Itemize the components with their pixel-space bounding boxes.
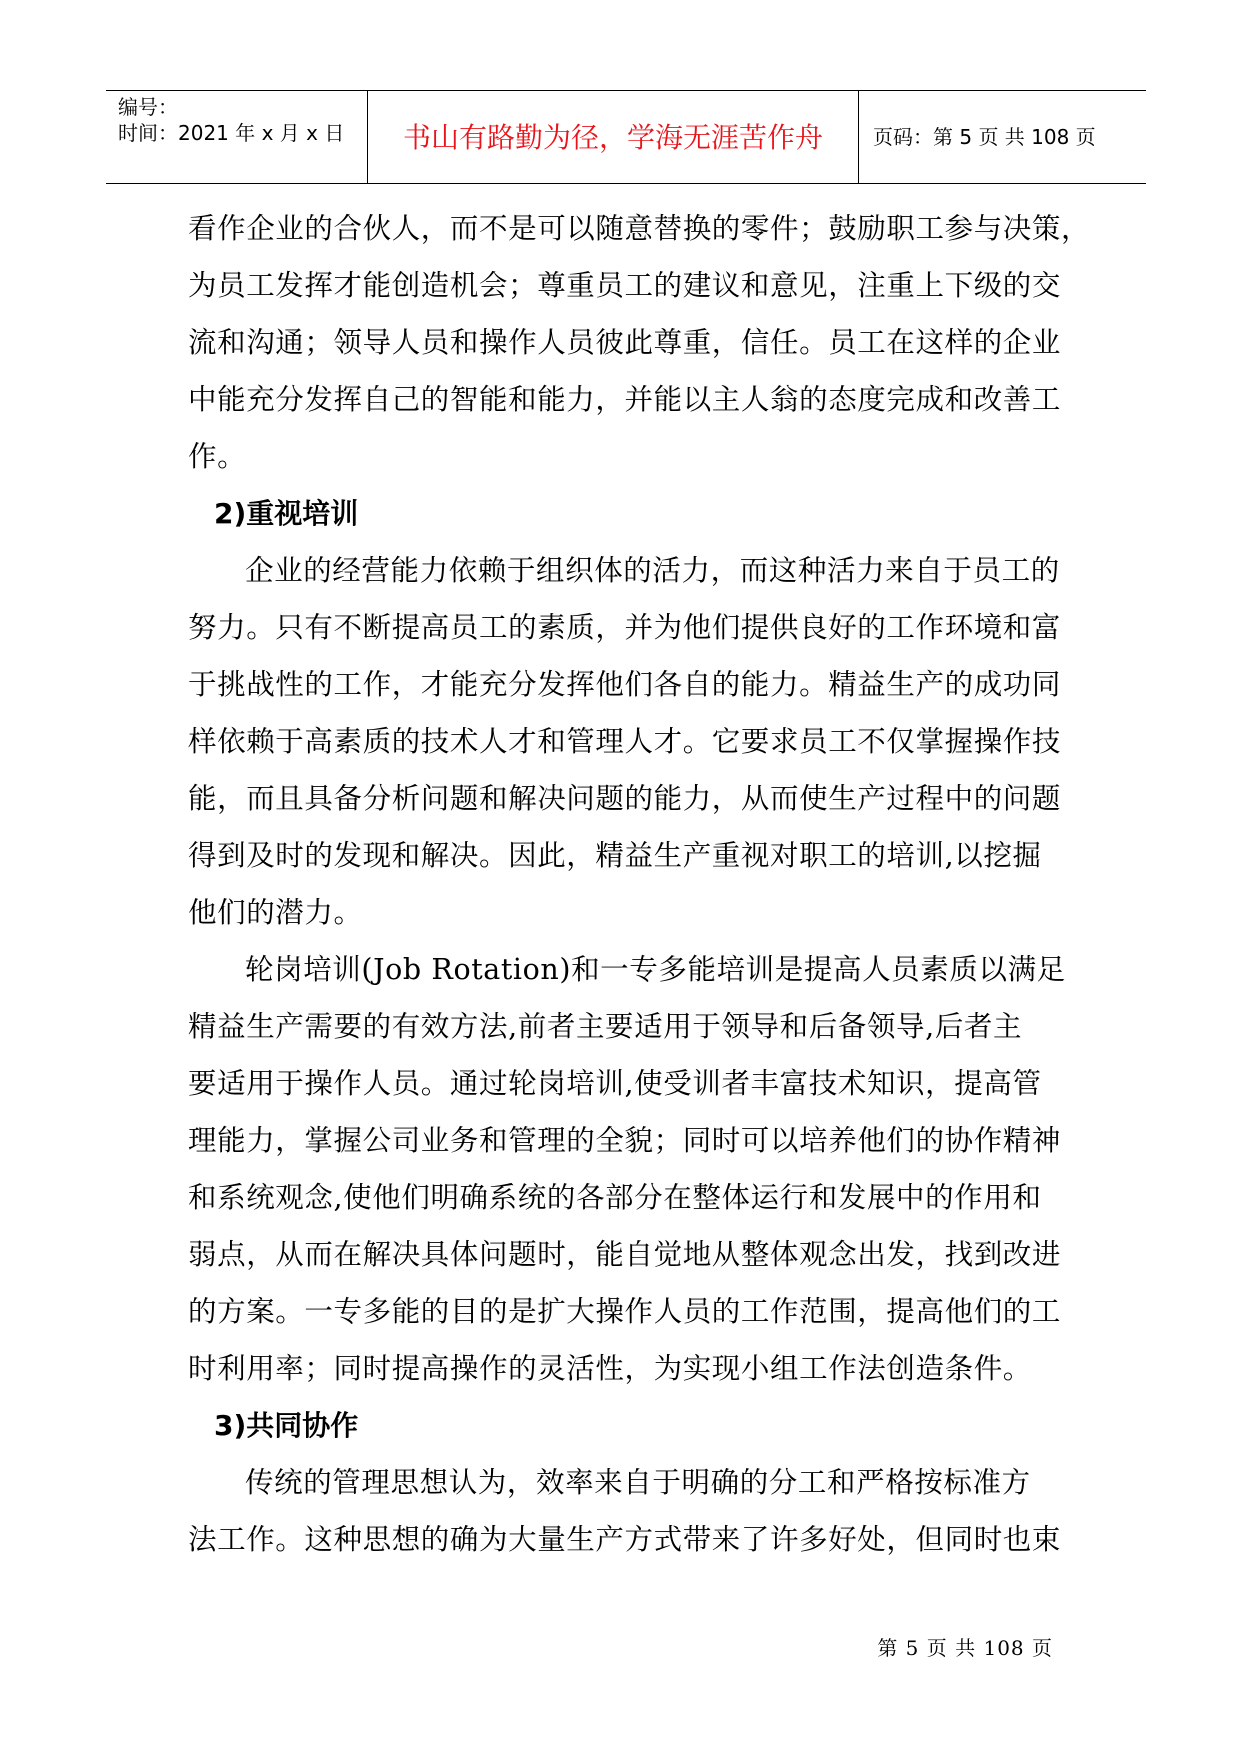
text-line: 精益生产需要的有效方法,前者主要适用于领导和后备领导,后者主: [188, 1010, 1023, 1043]
page-info: 页码：第 5 页 共 108 页: [873, 125, 1096, 149]
text-line: 要适用于操作人员。通过轮岗培训,使受训者丰富技术知识，提高管: [188, 1067, 1042, 1100]
section-heading-training: 2)重视培训: [214, 497, 359, 530]
document-header: [106, 90, 1146, 184]
text-line: 努力。只有不断提高员工的素质，并为他们提供良好的工作环境和富: [188, 611, 1062, 644]
text-line: 轮岗培训(Job Rotation)和一专多能培训是提高人员素质以满足: [245, 953, 1066, 986]
text-line: 弱点，从而在解决具体问题时，能自觉地从整体观念出发，找到改进: [188, 1238, 1062, 1271]
paragraph-training: [188, 542, 1062, 941]
text-line: 理能力，掌握公司业务和管理的全貌；同时可以培养他们的协作精神: [188, 1124, 1062, 1157]
header-page-cell: [859, 91, 1146, 183]
text-line: 作。: [188, 440, 247, 473]
text-line: 企业的经营能力依赖于组织体的活力，而这种活力来自于员工的: [245, 554, 1060, 587]
paragraph-rotation: [188, 941, 1066, 1397]
text-line: 他们的潜力。: [188, 896, 363, 929]
time-label: 时间：2021 年 x 月 x 日: [118, 121, 345, 145]
paragraph-cooperation: [188, 1454, 1062, 1568]
paragraph-continuation: [188, 200, 1091, 485]
text-line: 得到及时的发现和解决。因此，精益生产重视对职工的培训,以挖掘: [188, 839, 1042, 872]
text-line: 样依赖于高素质的技术人才和管理人才。它要求员工不仅掌握操作技: [188, 725, 1062, 758]
header-meta-cell: [106, 91, 368, 183]
text-line: 时利用率；同时提高操作的灵活性，为实现小组工作法创造条件。: [188, 1352, 1032, 1385]
section-heading-cooperation: 3)共同协作: [214, 1409, 359, 1442]
text-line: 看作企业的合伙人，而不是可以随意替换的零件；鼓励职工参与决策，: [188, 212, 1091, 245]
header-motto-cell: [368, 91, 859, 183]
page-footer: 第 5 页 共 108 页: [877, 1636, 1053, 1660]
text-line: 流和沟通；领导人员和操作人员彼此尊重，信任。员工在这样的企业: [188, 326, 1062, 359]
text-line: 的方案。一专多能的目的是扩大操作人员的工作范围，提高他们的工: [188, 1295, 1062, 1328]
text-line: 中能充分发挥自己的智能和能力，并能以主人翁的态度完成和改善工: [188, 383, 1062, 416]
document-body: [188, 200, 1091, 1568]
text-line: 法工作。这种思想的确为大量生产方式带来了许多好处，但同时也束: [188, 1523, 1062, 1556]
motto-text: 书山有路勤为径，学海无涯苦作舟: [402, 121, 823, 154]
text-line: 传统的管理思想认为，效率来自于明确的分工和严格按标准方: [245, 1466, 1031, 1499]
number-label: 编号：: [118, 95, 178, 119]
text-line: 为员工发挥才能创造机会；尊重员工的建议和意见，注重上下级的交: [188, 269, 1062, 302]
text-line: 能，而且具备分析问题和解决问题的能力，从而使生产过程中的问题: [188, 782, 1062, 815]
text-line: 和系统观念,使他们明确系统的各部分在整体运行和发展中的作用和: [188, 1181, 1042, 1214]
text-line: 于挑战性的工作，才能充分发挥他们各自的能力。精益生产的成功同: [188, 668, 1062, 701]
